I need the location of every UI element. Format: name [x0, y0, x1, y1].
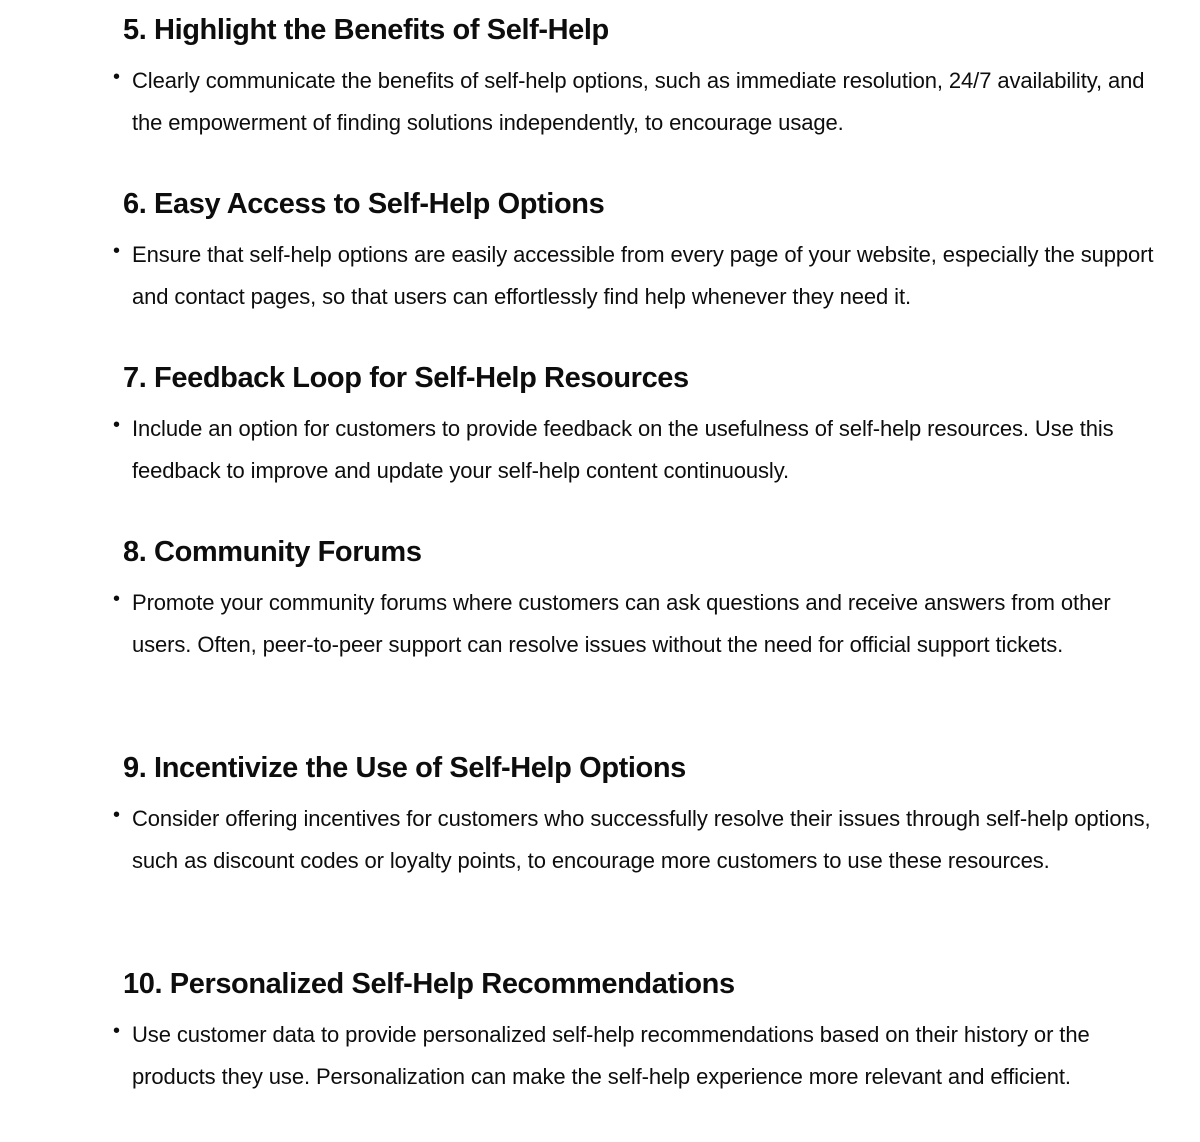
section-feedback-loop — [113, 356, 1170, 530]
section-heading: 8. Community Forums — [123, 536, 422, 568]
bullet-list — [113, 60, 1170, 144]
section-incentivize — [113, 746, 1170, 962]
list-item — [113, 798, 1170, 882]
list-item-text: Promote your community forums where customers can ask questions and receive answers from other users. Often, peer-to-peer support can resolve issues without the need for official support tickets. — [132, 590, 1111, 657]
list-item — [113, 234, 1170, 318]
section-heading: 5. Highlight the Benefits of Self-Help — [123, 14, 609, 46]
list-item — [113, 1014, 1170, 1098]
bullet-dot-icon: • — [113, 804, 120, 826]
list-item — [113, 60, 1170, 144]
bullet-list — [113, 1014, 1170, 1098]
section-community-forums — [113, 530, 1170, 746]
list-item-text: Use customer data to provide personalized self-help recommendations based on their history or the products they use. Personalization can make the self-help experience more relevant and efficient. — [132, 1022, 1090, 1089]
list-item-text: Clearly communicate the benefits of self-help options, such as immediate resolution, 24/7 availability, and the empowerment of finding solutions independently, to encourage usage. — [132, 68, 1145, 135]
list-item-text: Ensure that self-help options are easily accessible from every page of your website, especially the support and contact pages, so that users can effortlessly find help whenever they need it. — [132, 242, 1154, 309]
section-easy-access — [113, 182, 1170, 356]
section-heading: 6. Easy Access to Self-Help Options — [123, 188, 605, 220]
section-highlight-benefits — [113, 8, 1170, 182]
bullet-list — [113, 798, 1170, 882]
list-item — [113, 582, 1170, 666]
bullet-dot-icon: • — [113, 1020, 120, 1042]
section-personalized-recommendations — [113, 962, 1170, 1098]
list-item-text: Include an option for customers to provide feedback on the usefulness of self-help resources. Use this feedback to improve and update your self-help content continuously. — [132, 416, 1114, 483]
list-item-text: Consider offering incentives for customers who successfully resolve their issues through self-help options, such as discount codes or loyalty points, to encourage more customers to use these resources. — [132, 806, 1151, 873]
bullet-list — [113, 408, 1170, 492]
list-item — [113, 408, 1170, 492]
bullet-dot-icon: • — [113, 240, 120, 262]
bullet-dot-icon: • — [113, 588, 120, 610]
section-heading: 7. Feedback Loop for Self-Help Resources — [123, 362, 689, 394]
bullet-dot-icon: • — [113, 414, 120, 436]
section-heading: 9. Incentivize the Use of Self-Help Options — [123, 752, 686, 784]
bullet-dot-icon: • — [113, 66, 120, 88]
bullet-list — [113, 582, 1170, 666]
section-heading: 10. Personalized Self-Help Recommendations — [123, 968, 735, 1000]
bullet-list — [113, 234, 1170, 318]
